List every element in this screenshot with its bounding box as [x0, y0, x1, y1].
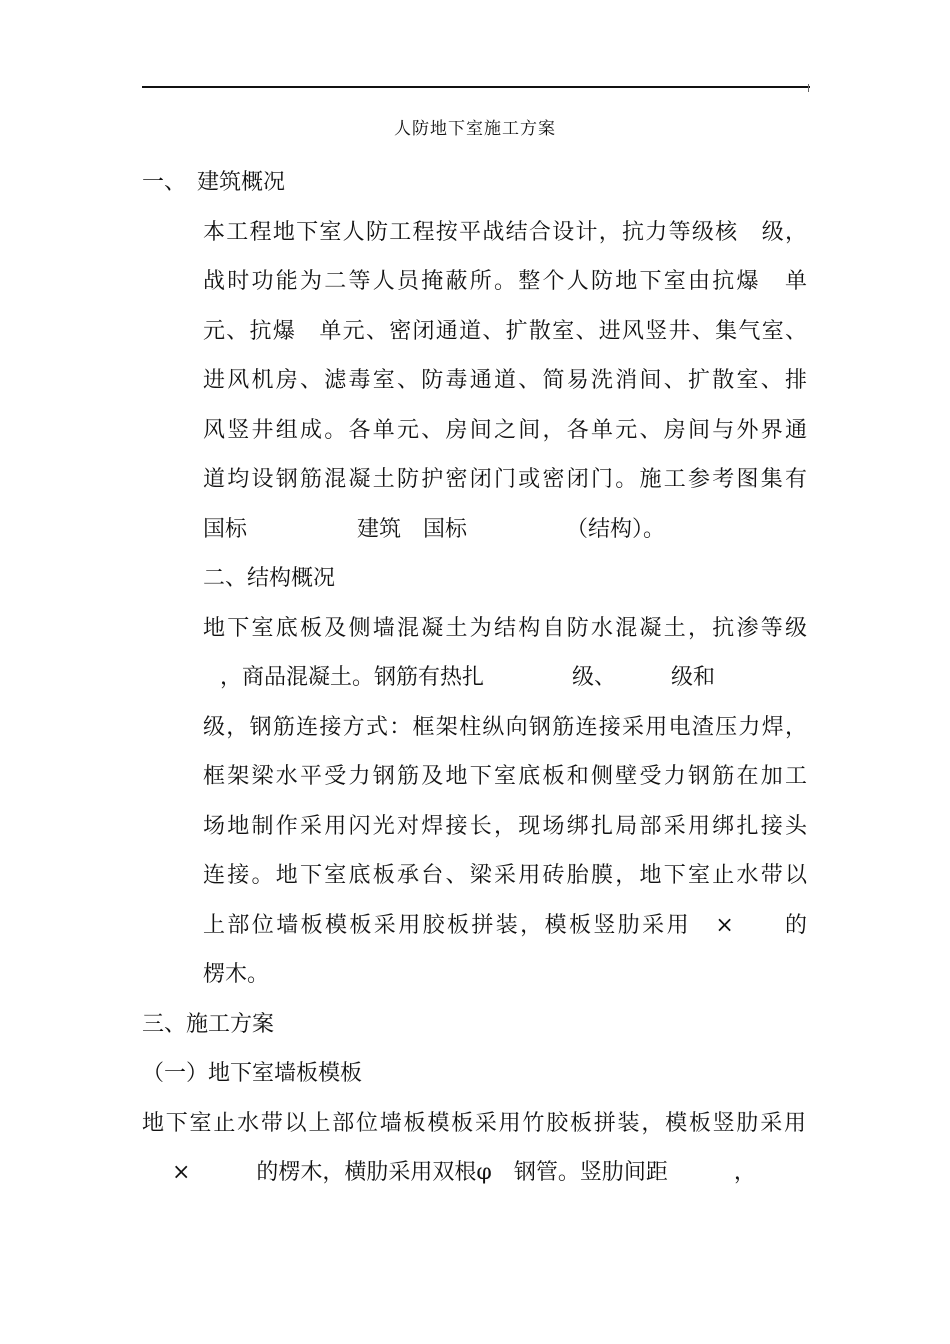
paragraph-line: 地下室底板及侧墙混凝土为结构自防水混凝土，抗渗等级	[203, 616, 807, 641]
section-heading-structure: 二、结构概况	[203, 566, 336, 591]
paragraph-line: 级，钢筋连接方式：框架柱纵向钢筋连接采用电渣压力焊，	[203, 715, 807, 740]
paragraph-line: 框架梁水平受力钢筋及地下室底板和侧壁受力钢筋在加工	[203, 764, 807, 789]
paragraph-line: 风竖井组成。各单元、房间之间，各单元、房间与外界通	[203, 418, 807, 443]
document-title: 人防地下室施工方案	[394, 119, 556, 139]
paragraph-line: 连接。地下室底板承台、梁采用砖胎膜，地下室止水带以	[203, 863, 807, 888]
paragraph-line: 道均设钢筋混凝土防护密闭门或密闭门。施工参考图集有	[203, 467, 807, 492]
paragraph-line: 本工程地下室人防工程按平战结合设计，抗力等级核 级，	[203, 220, 807, 245]
paragraph-line: × 的楞木，横肋采用双根φ 钢管。竖肋间距 ，	[172, 1160, 756, 1185]
paragraph-line: 国标 建筑 国标 （结构）。	[203, 517, 666, 542]
subsection-heading-wall-formwork: （一）地下室墙板模板	[142, 1061, 363, 1086]
paragraph-line: 地下室止水带以上部位墙板模板采用竹胶板拼装，模板竖肋采用	[142, 1111, 806, 1136]
paragraph-line: 楞木。	[203, 962, 270, 987]
section-heading-architecture: 一、 建筑概况	[142, 170, 286, 195]
header-rule	[142, 86, 810, 88]
paragraph-line: 元、抗爆 单元、密闭通道、扩散室、进风竖井、集气室、	[203, 319, 807, 344]
paragraph-line: 上部位墙板模板采用胶板拼装，模板竖肋采用 × 的	[203, 913, 807, 938]
paragraph-line: ，商品混凝土。钢筋有热扎 级、 级和	[220, 665, 716, 690]
paragraph-line: 进风机房、滤毒室、防毒通道、简易洗消间、扩散室、排	[203, 368, 807, 393]
paragraph-line: 战时功能为二等人员掩蔽所。整个人防地下室由抗爆 单	[203, 269, 807, 294]
paragraph-line: 场地制作采用闪光对焊接长，现场绑扎局部采用绑扎接头	[203, 814, 807, 839]
header-rule-tick	[808, 84, 809, 92]
section-heading-construction-plan: 三、施工方案	[142, 1012, 275, 1037]
